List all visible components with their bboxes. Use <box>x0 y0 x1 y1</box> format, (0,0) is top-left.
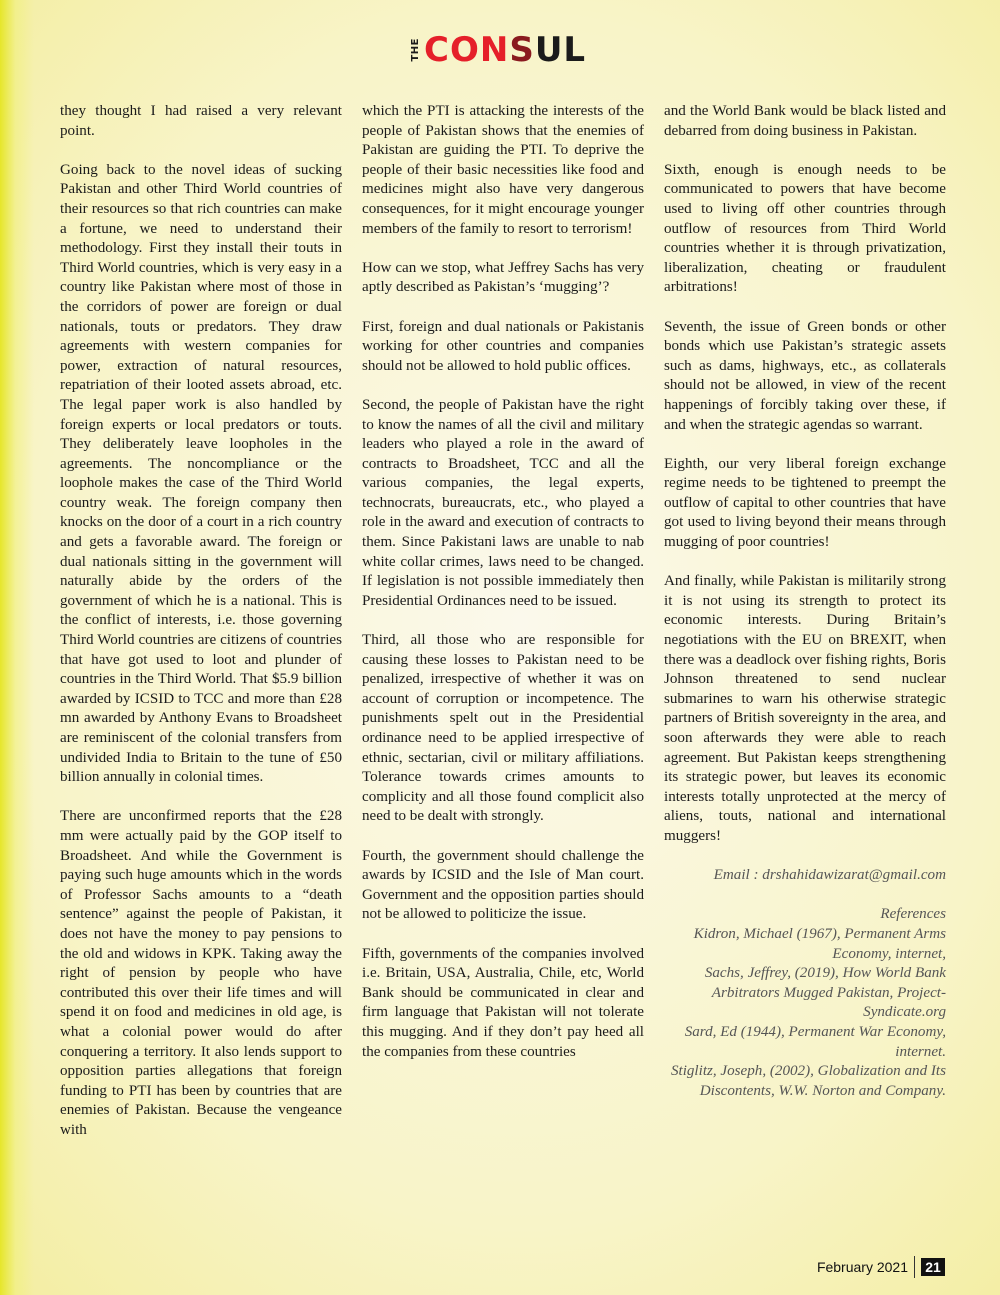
paragraph: and the World Bank would be black listed and debarred from doing business in Pakistan. <box>664 103 946 139</box>
masthead-the: THE <box>410 38 421 62</box>
article-column-3 <box>664 102 946 1101</box>
brand-s: S <box>509 30 535 70</box>
brand-ul: UL <box>534 30 587 70</box>
masthead-logo <box>410 30 586 70</box>
article-column-2 <box>362 102 644 1082</box>
page-number: 21 <box>921 1258 945 1276</box>
reference-item: Kidron, Michael (1967), Permanent Arms Economy, internet, <box>693 925 946 962</box>
author-email: Email : drshahidawizarat@gmail.com <box>713 867 946 884</box>
paragraph: Going back to the novel ideas of sucking Pakistan and other Third World countries of their resources so that rich countries can make a fortune, we need to understand their methodology. First they install their touts in Third World countries, which is very easy in a country like Pakistan where most of those in the corridors of power are foreign or dual nationals, touts or predators. They draw agreements with western companies for power, extraction of natural resources, repatriation of their looted assets abroad, etc. The legal paper work is also handled by foreign experts or local predators or touts. They deliberately leave loopholes in the agreements. The noncompliance or the loophole makes the case of the Third World country weak. The foreign company then knocks on the door of a court in a rich country and gets a favorable award. The foreign or dual nationals sitting in the government will naturally abide by the orders of the government of which he is a national. This is the conflict of interests, i.e. those governing Third World countries are citizens of countries that have got used to loot and plunder of countries in the Third World. That $5.9 billion awarded by ICSID to TCC and more than £28 mn awarded by Anthony Evans to Broadsheet are reminiscent of the colonial transfers from undivided India to Britain to the tune of £50 billion annually in colonial times. <box>60 161 342 786</box>
paragraph: Seventh, the issue of Green bonds or other bonds which use Pakistan’s strategic assets such as dams, highways, etc., as collaterals should not be allowed, in view of the recent happenings of forcibly taking over these, if and when the strategic agendas so warrant. <box>664 318 946 433</box>
paragraph: There are unconfirmed reports that the £28 mm were actually paid by the GOP itself to Broadsheet. And while the Government is paying such huge amounts which in the words of Professor Sachs amounts to a “death sentence” against the people of Pakistan, it does not have the money to pay pensions to the old and widows in KPK. Taking away the right of pension by people who have contributed this over their life times and will spend it on food and medicines in old age, is what a colonial power would do after conquering a territory. It also lends support to opposition parties allegations that foreign funding to PTI has been by countries that are enemies of Pakistan. Because the vengeance with <box>60 808 342 1138</box>
paragraph: which the PTI is attacking the interests of the people of Pakistan shows that the enemies of Pakistan are guiding the PTI. To deprive the people of their basic necessities like food and medicines might also have very dangerous consequences, for it might encourage younger members of the family to resort to terrorism! <box>362 103 644 237</box>
issue-date: February 2021 <box>816 1259 908 1275</box>
brand-con: CON <box>424 30 510 70</box>
footer-divider <box>914 1256 915 1278</box>
paragraph: Fifth, governments of the companies involved i.e. Britain, USA, Australia, Chile, etc, World Bank should be communicated in clear and firm language that Pakistan will not tolerate this mugging. And if they don’t pay heed all the companies from these countries <box>362 945 644 1060</box>
paragraph: First, foreign and dual nationals or Pakistanis working for other countries and companies should not be allowed to hold public offices. <box>362 318 644 374</box>
page-footer <box>817 1255 945 1279</box>
references-title: References <box>880 906 946 923</box>
paragraph: And finally, while Pakistan is militarily strong it is not using its strength to protect its economic interests. During Britain’s negotiations with the EU on BREXIT, when there was a deadlock over fishing rights, Boris Johnson threatened to send nuclear submarines to warn his otherwise strategic partners of British sovereignty in the area, and soon afterwards they were able to reach agreement. But Pakistan keeps strengthening its strategic power, but leaves its economic interests totally unprotected at the mercy of aliens, touts, national and international muggers! <box>664 573 946 844</box>
article-column-1 <box>60 102 342 1160</box>
paragraph: Fourth, the government should challenge the awards by ICSID and the Isle of Man court. Government and the opposition parties should not be allowed to politicize the issue. <box>362 847 644 923</box>
references <box>664 905 946 1101</box>
paragraph: Second, the people of Pakistan have the right to know the names of all the civil and military leaders who played a role in the award of contracts to Broadsheet, TCC and all the various companies, the legal experts, technocrats, bureaucrats, etc., who played a role in the award and execution of contracts to them. Since Pakistani laws are unable to nab white collar crimes, laws need to be changed. If legislation is not possible immediately then Presidential Ordinances need to be issued. <box>362 396 644 609</box>
paragraph: they thought I had raised a very relevant point. <box>60 103 342 139</box>
reference-item: Sard, Ed (1944), Permanent War Economy, internet. <box>684 1023 946 1060</box>
reference-item: Stiglitz, Joseph, (2002), Globalization and Its Discontents, W.W. Norton and Company. <box>670 1063 946 1099</box>
paragraph: Eighth, our very liberal foreign exchange regime needs to be tightened to preempt the outflow of capital to other countries that have got used to living beyond their means through mugging of poor countries! <box>664 455 946 551</box>
page-edge-glow <box>0 0 34 1295</box>
paragraph: How can we stop, what Jeffrey Sachs has very aptly described as Pakistan’s ‘mugging’? <box>362 259 644 296</box>
paragraph: Third, all those who are responsible for causing these losses to Pakistan need to be penalized, irrespective of whether it was on account of corruption or incompetence. The punishments spelt out in the Presidential ordinance need to be applied irrespective of ethnic, sectarian, civil or military affiliations. Tolerance towards crimes amounts to complicity and all those found complicit also need to be dealt with strongly. <box>362 632 644 825</box>
reference-item: Sachs, Jeffrey, (2019), How World Bank Arbitrators Mugged Pakistan, Project-Syndicate.org <box>704 965 946 1021</box>
paragraph: Sixth, enough is enough needs to be communicated to powers that have become used to living off other countries through outflow of resources from Third World countries whether it is through privatization, liberalization, cheating or fraudulent arbitrations! <box>664 161 946 296</box>
masthead-brand <box>424 30 587 70</box>
